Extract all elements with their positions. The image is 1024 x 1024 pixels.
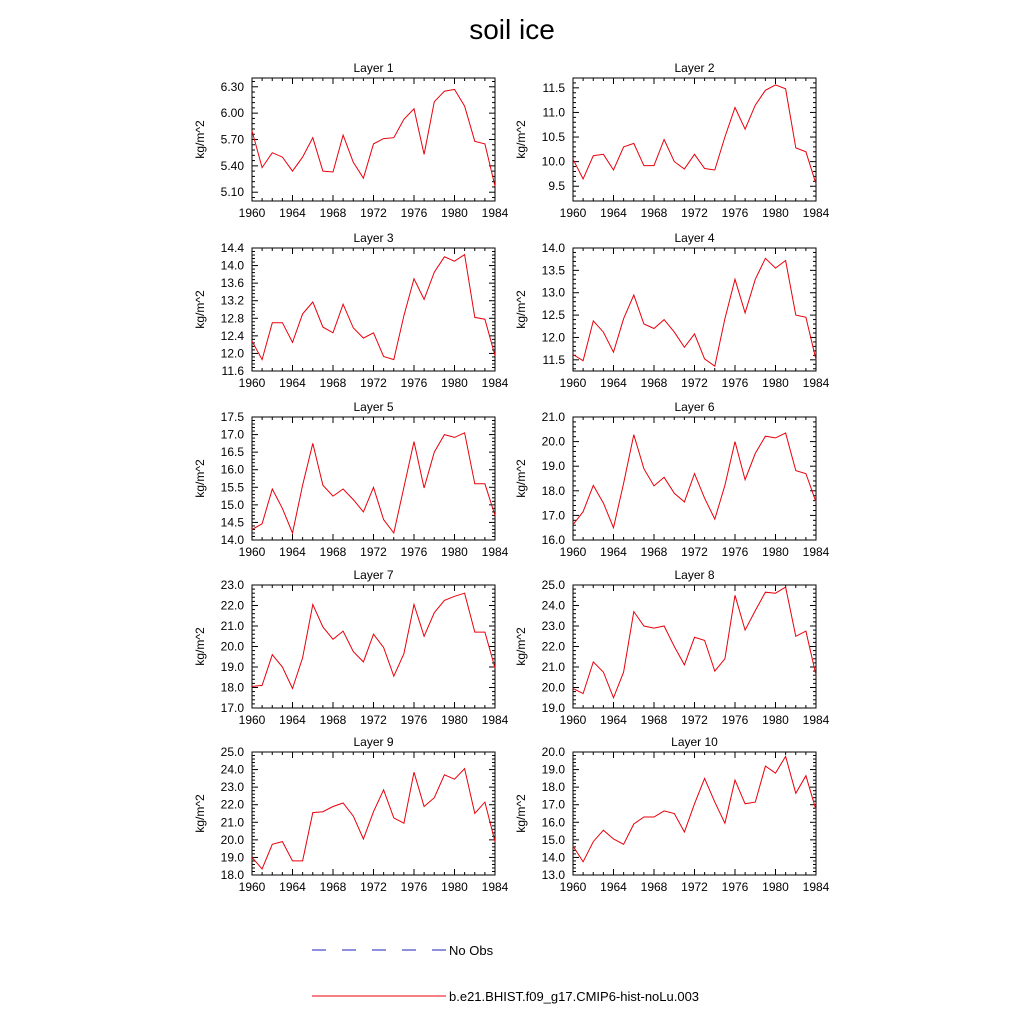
- y-tick-label: 19.0: [541, 459, 565, 474]
- x-tick-label: 1980: [441, 713, 468, 727]
- x-tick-label: 1964: [600, 376, 627, 390]
- legend: [312, 943, 699, 1004]
- y-tick-label: 17.0: [541, 797, 565, 812]
- series-line: [252, 255, 495, 360]
- y-tick-label: 21.0: [220, 619, 244, 633]
- y-tick-label: 20.0: [220, 639, 244, 654]
- panel-title: Layer 6: [674, 400, 715, 414]
- x-tick-label: 1976: [400, 713, 428, 727]
- panel-layer-8: [514, 568, 830, 727]
- x-tick-label: 1984: [481, 206, 509, 220]
- x-tick-label: 1984: [802, 206, 830, 220]
- y-axis-label: kg/m^2: [514, 459, 528, 498]
- y-tick-label: 18.0: [220, 680, 244, 695]
- x-tick-label: 1984: [802, 713, 830, 727]
- x-tick-label: 1972: [681, 545, 708, 559]
- y-tick-label: 20.0: [541, 745, 565, 759]
- y-tick-label: 11.5: [542, 352, 565, 367]
- y-tick-label: 10.0: [541, 154, 565, 169]
- series-line: [252, 433, 495, 533]
- series-line: [252, 89, 495, 186]
- y-tick-label: 11.5: [542, 80, 565, 95]
- y-tick-label: 14.0: [220, 533, 244, 547]
- y-axis-label: kg/m^2: [514, 290, 528, 329]
- y-tick-label: 9.5: [548, 179, 565, 194]
- x-tick-label: 1984: [481, 713, 509, 727]
- y-tick-label: 23.0: [220, 780, 244, 795]
- panel-layer-7: [193, 568, 509, 727]
- panel-title: Layer 9: [353, 735, 394, 749]
- plot-frame: [573, 78, 816, 201]
- x-tick-label: 1984: [481, 376, 509, 390]
- y-tick-label: 17.0: [220, 427, 244, 442]
- y-tick-label: 14.4: [220, 241, 244, 255]
- x-tick-label: 1968: [319, 376, 347, 390]
- y-tick-label: 24.0: [220, 762, 244, 777]
- series-line: [573, 433, 816, 528]
- panel-title: Layer 5: [353, 400, 394, 414]
- y-tick-label: 5.70: [220, 132, 244, 147]
- x-tick-label: 1980: [762, 206, 789, 220]
- y-axis-label: kg/m^2: [193, 120, 207, 159]
- y-tick-label: 16.0: [541, 533, 565, 547]
- x-tick-label: 1964: [279, 206, 306, 220]
- x-tick-label: 1960: [238, 713, 266, 727]
- y-tick-label: 22.0: [220, 598, 244, 613]
- y-tick-label: 19.0: [220, 660, 244, 674]
- figure-title: soil ice: [469, 14, 555, 45]
- y-tick-label: 15.0: [541, 832, 565, 847]
- x-tick-label: 1968: [640, 545, 668, 559]
- y-axis-label: kg/m^2: [193, 459, 207, 498]
- panel-layer-9: [193, 735, 509, 894]
- x-tick-label: 1976: [721, 545, 749, 559]
- y-tick-label: 14.0: [220, 258, 244, 273]
- x-tick-label: 1980: [441, 545, 468, 559]
- legend-label: No Obs: [449, 943, 494, 958]
- x-tick-label: 1960: [238, 880, 266, 894]
- y-tick-label: 16.5: [220, 445, 244, 460]
- x-tick-label: 1960: [238, 206, 266, 220]
- x-tick-label: 1972: [681, 206, 708, 220]
- x-tick-label: 1964: [279, 545, 306, 559]
- x-tick-label: 1984: [802, 545, 830, 559]
- x-tick-label: 1972: [360, 206, 387, 220]
- x-tick-label: 1984: [802, 880, 830, 894]
- x-tick-label: 1972: [681, 880, 708, 894]
- plot-frame: [573, 248, 816, 371]
- panel-title: Layer 1: [353, 61, 394, 75]
- x-tick-label: 1964: [600, 880, 627, 894]
- x-tick-label: 1976: [721, 713, 749, 727]
- x-tick-label: 1984: [481, 545, 509, 559]
- x-tick-label: 1976: [400, 880, 428, 894]
- x-tick-label: 1972: [360, 713, 387, 727]
- panel-title: Layer 3: [353, 231, 394, 245]
- x-tick-label: 1976: [400, 376, 428, 390]
- panel-title: Layer 4: [674, 231, 715, 245]
- panel-layer-2: [514, 61, 830, 220]
- y-tick-label: 16.0: [220, 462, 244, 477]
- series-line: [573, 258, 816, 366]
- x-tick-label: 1984: [481, 880, 509, 894]
- y-tick-label: 16.0: [541, 815, 565, 830]
- y-tick-label: 21.0: [541, 660, 565, 674]
- x-tick-label: 1964: [600, 545, 627, 559]
- y-tick-label: 13.0: [541, 868, 565, 882]
- x-tick-label: 1972: [681, 376, 708, 390]
- y-tick-label: 19.0: [541, 701, 565, 715]
- y-tick-label: 25.0: [220, 745, 244, 759]
- y-tick-label: 11.0: [542, 105, 565, 120]
- y-tick-label: 18.0: [541, 780, 565, 795]
- panel-title: Layer 7: [353, 568, 394, 582]
- y-tick-label: 18.0: [220, 868, 244, 882]
- panel-title: Layer 8: [674, 568, 715, 582]
- y-axis-label: kg/m^2: [193, 794, 207, 833]
- panel-layer-4: [514, 231, 830, 390]
- x-tick-label: 1972: [360, 376, 387, 390]
- x-tick-label: 1976: [721, 206, 749, 220]
- y-tick-label: 21.0: [220, 815, 244, 830]
- x-tick-label: 1980: [762, 880, 789, 894]
- y-axis-label: kg/m^2: [514, 120, 528, 159]
- x-tick-label: 1976: [400, 206, 428, 220]
- x-tick-label: 1980: [441, 880, 468, 894]
- x-tick-label: 1968: [319, 713, 347, 727]
- y-tick-label: 12.0: [220, 346, 244, 361]
- y-tick-label: 13.0: [541, 285, 565, 300]
- x-tick-label: 1960: [559, 545, 587, 559]
- y-tick-label: 21.0: [541, 410, 565, 424]
- panel-layer-10: [514, 735, 830, 894]
- x-tick-label: 1960: [238, 376, 266, 390]
- x-tick-label: 1968: [640, 880, 668, 894]
- y-tick-label: 20.0: [541, 434, 565, 449]
- x-tick-label: 1964: [279, 376, 306, 390]
- series-line: [252, 593, 495, 688]
- y-tick-label: 12.0: [541, 330, 565, 345]
- plot-frame: [573, 585, 816, 708]
- y-tick-label: 5.10: [220, 185, 244, 200]
- plot-frame: [252, 585, 495, 708]
- x-tick-label: 1972: [360, 545, 387, 559]
- x-tick-label: 1980: [441, 376, 468, 390]
- y-tick-label: 12.8: [220, 311, 244, 326]
- x-tick-label: 1972: [681, 713, 708, 727]
- x-tick-label: 1976: [721, 376, 749, 390]
- y-tick-label: 6.00: [220, 106, 244, 121]
- y-tick-label: 14.5: [220, 515, 244, 530]
- x-tick-label: 1980: [762, 713, 789, 727]
- y-tick-label: 14.0: [541, 850, 565, 865]
- x-tick-label: 1984: [802, 376, 830, 390]
- y-tick-label: 17.5: [220, 410, 244, 424]
- y-tick-label: 23.0: [541, 619, 565, 633]
- panel-layer-5: [193, 400, 509, 559]
- panel-title: Layer 2: [674, 61, 715, 75]
- panel-title: Layer 10: [671, 735, 718, 749]
- x-tick-label: 1960: [559, 880, 587, 894]
- y-tick-label: 20.0: [541, 680, 565, 695]
- series-line: [573, 756, 816, 861]
- y-tick-label: 10.5: [541, 130, 565, 145]
- y-tick-label: 20.0: [220, 832, 244, 847]
- y-tick-label: 18.0: [541, 483, 565, 498]
- x-tick-label: 1968: [319, 206, 347, 220]
- y-tick-label: 14.0: [541, 241, 565, 255]
- plot-frame: [252, 752, 495, 875]
- series-line: [573, 587, 816, 698]
- legend-label: b.e21.BHIST.f09_g17.CMIP6-hist-noLu.003: [449, 989, 700, 1004]
- x-tick-label: 1964: [279, 880, 306, 894]
- y-tick-label: 25.0: [541, 578, 565, 592]
- x-tick-label: 1968: [319, 880, 347, 894]
- y-tick-label: 17.0: [541, 508, 565, 523]
- panel-layer-6: [514, 400, 830, 559]
- y-axis-label: kg/m^2: [514, 794, 528, 833]
- x-tick-label: 1976: [721, 880, 749, 894]
- x-tick-label: 1964: [279, 713, 306, 727]
- x-tick-label: 1968: [640, 376, 668, 390]
- x-tick-label: 1980: [441, 206, 468, 220]
- x-tick-label: 1964: [600, 206, 627, 220]
- y-tick-label: 11.6: [221, 364, 244, 378]
- panel-layer-1: [193, 61, 509, 220]
- y-tick-label: 6.30: [220, 79, 244, 94]
- y-tick-label: 13.5: [541, 263, 565, 278]
- x-tick-label: 1976: [400, 545, 428, 559]
- y-tick-label: 22.0: [541, 639, 565, 654]
- series-line: [573, 85, 816, 184]
- y-tick-label: 24.0: [541, 598, 565, 613]
- y-tick-label: 23.0: [220, 578, 244, 592]
- plot-frame: [252, 248, 495, 371]
- y-tick-label: 15.5: [220, 480, 244, 495]
- x-tick-label: 1980: [762, 376, 789, 390]
- series-line: [252, 769, 495, 869]
- x-tick-label: 1960: [559, 206, 587, 220]
- y-tick-label: 13.6: [220, 276, 244, 291]
- x-tick-label: 1964: [600, 713, 627, 727]
- x-tick-label: 1968: [319, 545, 347, 559]
- y-tick-label: 19.0: [541, 762, 565, 777]
- x-tick-label: 1968: [640, 713, 668, 727]
- y-tick-label: 15.0: [220, 497, 244, 512]
- y-tick-label: 22.0: [220, 797, 244, 812]
- y-tick-label: 19.0: [220, 850, 244, 865]
- x-tick-label: 1960: [238, 545, 266, 559]
- y-tick-label: 5.40: [220, 158, 244, 173]
- plot-frame: [573, 752, 816, 875]
- x-tick-label: 1972: [360, 880, 387, 894]
- y-axis-label: kg/m^2: [193, 290, 207, 329]
- x-tick-label: 1960: [559, 713, 587, 727]
- x-tick-label: 1960: [559, 376, 587, 390]
- y-tick-label: 13.2: [220, 293, 244, 308]
- y-axis-label: kg/m^2: [514, 627, 528, 666]
- x-tick-label: 1980: [762, 545, 789, 559]
- y-axis-label: kg/m^2: [193, 627, 207, 666]
- x-tick-label: 1968: [640, 206, 668, 220]
- panel-layer-3: [193, 231, 509, 390]
- y-tick-label: 12.4: [220, 328, 244, 343]
- y-tick-label: 12.5: [541, 308, 565, 323]
- y-tick-label: 17.0: [220, 701, 244, 715]
